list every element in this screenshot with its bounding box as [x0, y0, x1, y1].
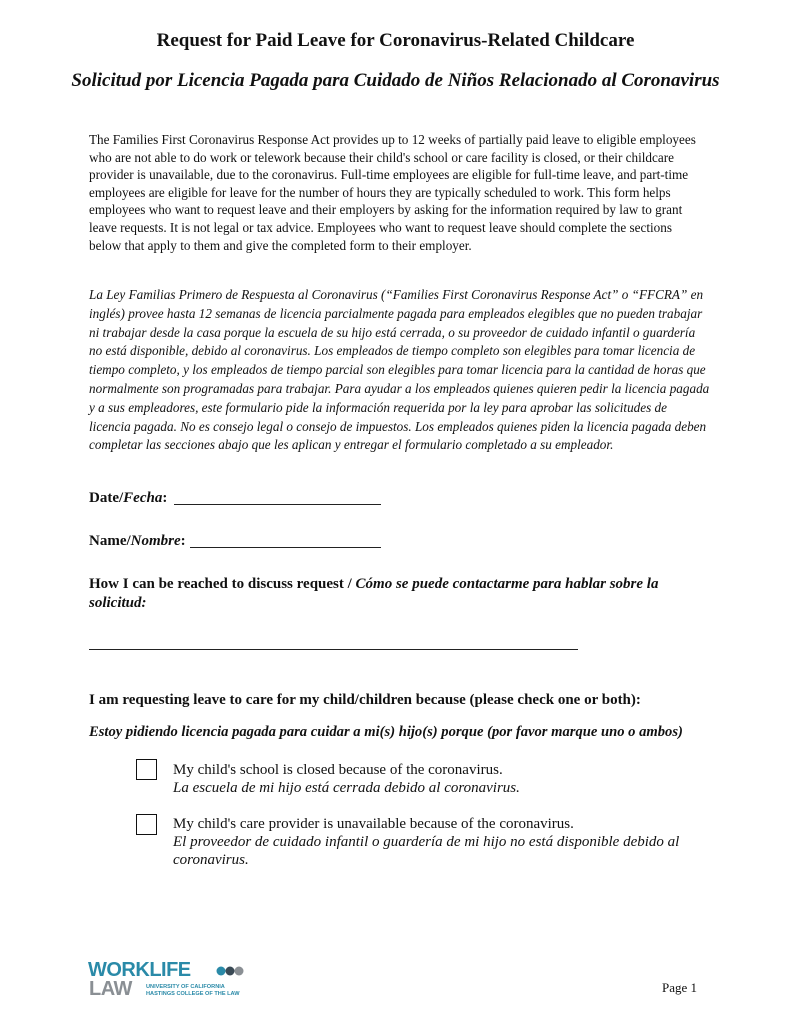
document-title: Request for Paid Leave for Coronavirus-Related Childcare — [156, 30, 635, 51]
document-subtitle: Solicitud por Licencia Pagada para Cuidado de Niños Relacionado al Coronavirus — [71, 70, 720, 91]
name-label: Name/Nombre: — [89, 533, 186, 549]
date-label: Date/Fecha: — [89, 490, 168, 506]
option-care-provider-es: El proveedor de cuidado infantil o guardería de mi hijo no está disponible debido al coronavirus. — [173, 834, 680, 868]
logo-subtitle-line2: HASTINGS COLLEGE OF THE LAW — [146, 990, 240, 997]
name-label-es: Nombre — [130, 533, 181, 549]
option-care-provider-unavailable — [173, 815, 713, 869]
date-label-en: Date/ — [89, 490, 124, 506]
name-input-line[interactable] — [190, 547, 381, 548]
worklife-law-logo — [88, 960, 248, 1000]
option-school-closed — [173, 761, 713, 797]
logo-word-law: LAW — [89, 978, 132, 1000]
care-provider-unavailable-checkbox[interactable] — [136, 814, 157, 835]
logo-word-worklife: WORKLIFE — [88, 959, 191, 981]
option-school-closed-es: La escuela de mi hijo está cerrada debido al coronavirus. — [173, 780, 520, 796]
request-heading-english: I am requesting leave to care for my child/children because (please check one or both): — [89, 692, 641, 708]
contact-label — [89, 575, 709, 613]
contact-label-en: How I can be reached to discuss request / — [89, 576, 356, 592]
date-label-es: Fecha — [123, 490, 163, 506]
logo-subtitle — [146, 984, 256, 997]
request-heading-spanish: Estoy pidiendo licencia pagada para cuidar a mi(s) hijo(s) porque (por favor marque uno o ambos) — [89, 724, 683, 740]
option-school-closed-en: My child's school is closed because of the coronavirus. — [173, 762, 503, 778]
intro-spanish: La Ley Familias Primero de Respuesta al Coronavirus (“Families First Coronavirus Response Act” o “FFCRA” en inglés) provee hasta 12 semanas de licencia parcialmente pagada para empleados elegibles que no pueden trabajar ni trabajar desde la casa porque la escuela de su hijo está cerrada, o su proveedor de cuidado infantil o guardería no está disponible, debido al coronavirus. Los empleados de tiempo completo son elegibles para tomar licencia de tiempo completo, y los empleados de tiempo parcial son elegibles para tomar licencia para la cantidad de horas que normalmente son programadas para trabajar. Para ayudar a los empleados quienes quieren pedir la licencia pagada y a sus empleadores, este formulario pide la información requerida por la ley para aprobar las solicitudes de licencia pagada. No es consejo legal o consejo de impuestos. Los empleados quienes piden la licencia pagada deben completar las secciones abajo que les aplican y entregar el formulario completado a su empleador. — [89, 287, 710, 453]
contact-input-line[interactable] — [89, 649, 578, 650]
name-label-en: Name/ — [89, 533, 131, 549]
page-number: Page 1 — [662, 980, 698, 995]
school-closed-checkbox[interactable] — [136, 759, 157, 780]
intro-english: The Families First Coronavirus Response Act provides up to 12 weeks of partially paid leave to eligible employees who are not able to do work or telework because their child's school or care facility is closed, or their childcare provider is unavailable, due to the coronavirus. Full-time employees are eligible for full-time leave, and part-time employees are eligible for leave for the number of hours they are typically scheduled to work. This form helps employees who want to request leave and their employers by asking for the information required by law to grant leave requests. It is not legal or tax advice. Employees who want to request leave should complete the sections below that apply to them and give the completed form to their employer. — [89, 132, 696, 253]
option-care-provider-en: My child's care provider is unavailable because of the coronavirus. — [173, 816, 574, 832]
date-input-line[interactable] — [174, 504, 381, 505]
logo-dots-icon — [216, 965, 246, 977]
logo-subtitle-line1: UNIVERSITY OF CALIFORNIA — [146, 984, 225, 990]
contact-label-es: Cómo se puede contactarme para hablar sobre la solicitud: — [89, 576, 659, 611]
